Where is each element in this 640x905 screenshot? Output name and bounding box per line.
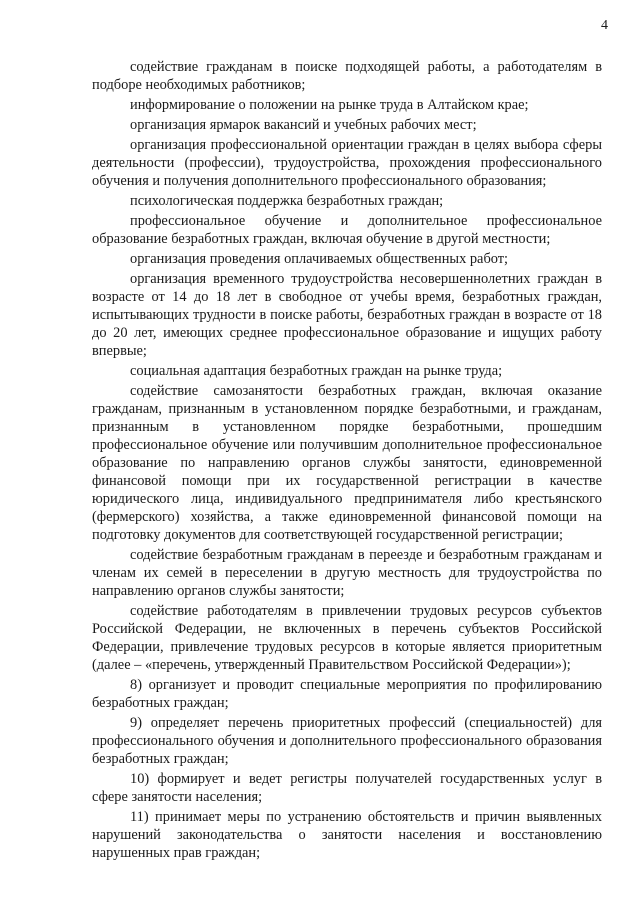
paragraph: 8) организует и проводит специальные мероприятия по профилированию безработных граждан; xyxy=(92,677,602,711)
page-number: 4 xyxy=(601,18,608,33)
paragraph: содействие работодателям в привлечении трудовых ресурсов субъектов Российской Федерации, не включенных в перечень субъектов Российской Федерации, привлечение трудовых ресурсов в которые является приоритетным (далее – «перечень, утвержденный Правительством Российской Федерации»); xyxy=(92,603,602,673)
paragraph: организация проведения оплачиваемых общественных работ; xyxy=(130,251,509,267)
paragraph: информирование о положении на рынке труда в Алтайском крае; xyxy=(130,97,529,113)
paragraph: социальная адаптация безработных граждан на рынке труда; xyxy=(130,363,503,379)
paragraph: содействие безработным гражданам в переезде и безработным гражданам и членам их семей в переселении в другую местность для трудоустройства по направлению органов службы занятости; xyxy=(92,547,602,599)
document-body xyxy=(92,58,602,864)
paragraph: организация ярмарок вакансий и учебных рабочих мест; xyxy=(130,117,477,133)
paragraph: содействие самозанятости безработных граждан, включая оказание гражданам, признанным в установленном порядке безработными, и гражданам, признанным в установленном порядке безработными, прошедшим профессиональное обучение или получившим дополнительное профессиональное образование по направлению органов службы занятости, единовременной финансовой помощи при их государственной регистрации в качестве юридического лица, индивидуального предпринимателя либо крестьянского (фермерского) хозяйства, а также единовременной финансовой помощи на подготовку документов для соответствующей государственной регистрации; xyxy=(92,383,602,543)
paragraph: профессиональное обучение и дополнительное профессиональное образование безработных граждан, включая обучение в другой местности; xyxy=(92,213,602,247)
paragraph: содействие гражданам в поиске подходящей работы, а работодателям в подборе необходимых работников; xyxy=(92,59,602,93)
paragraph: 9) определяет перечень приоритетных профессий (специальностей) для профессионального обучения и дополнительного профессионального образования безработных граждан; xyxy=(92,715,602,767)
paragraph: 11) принимает меры по устранению обстоятельств и причин выявленных нарушений законодательства о занятости населения и восстановлению нарушенных прав граждан; xyxy=(92,809,602,861)
paragraph: организация временного трудоустройства несовершеннолетних граждан в возрасте от 14 до 18 лет в свободное от учебы время, безработных граждан, испытывающих трудности в поиске работы, безработных граждан в возрасте от 18 до 20 лет, имеющих среднее профессиональное образование и ищущих работу впервые; xyxy=(92,271,602,359)
paragraph: 10) формирует и ведет регистры получателей государственных услуг в сфере занятости населения; xyxy=(92,771,602,805)
paragraph: психологическая поддержка безработных граждан; xyxy=(130,193,444,209)
paragraph: организация профессиональной ориентации граждан в целях выбора сферы деятельности (профессии), трудоустройства, прохождения профессионального обучения и получения дополнительного профессионального образования; xyxy=(92,137,602,189)
